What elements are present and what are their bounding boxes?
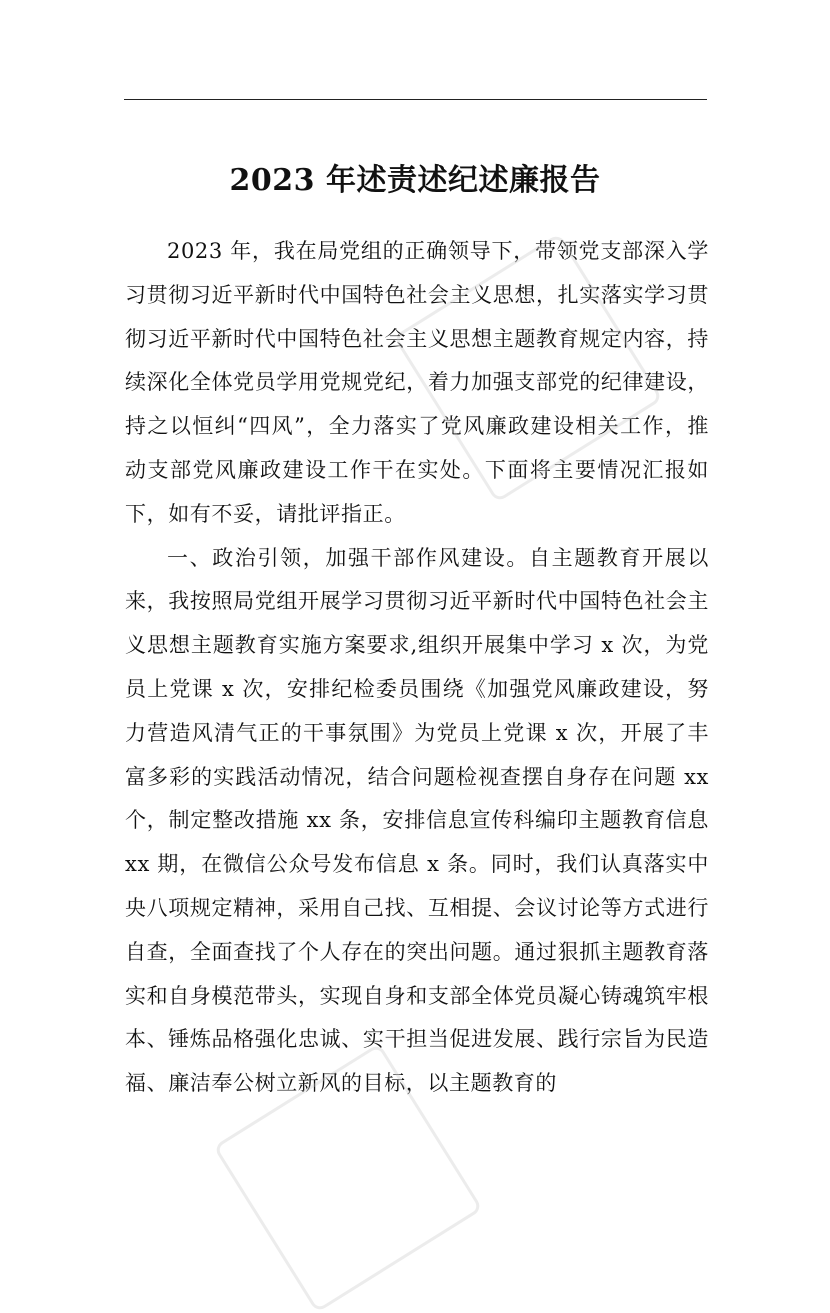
paragraph-section-1: 一、政治引领，加强干部作风建设。自主题教育开展以来，我按照局党组开展学习贯彻习近平新时代中国特色社会主义思想主题教育实施方案要求,组织开展集中学习 x 次，为党员上党课 x 次，安排纪检委员围绕《加强党风廉政建设，努力营造风清气正的干事氛围》为党员上党课 x 次，开展了丰富多彩的实践活动情况，结合问题检视查摆自身存在问题 xx 个，制定整改措施 xx 条，安排信息宣传科编印主题教育信息 xx 期，在微信公众号发布信息 x 条。同时，我们认真落实中央八项规定精神，采用自己找、互相提、会议讨论等方式进行自查，全面查找了个人存在的突出问题。通过狠抓主题教育落实和自身模范带头，实现自身和支部全体党员凝心铸魂筑牢根本、锤炼品格强化忠诚、实干担当促进发展、践行宗旨为民造福、廉洁奉公树立新风的目标，以主题教育的: [125, 545, 709, 1096]
document-title: 2023 年述责述纪述廉报告: [229, 163, 601, 198]
paragraph-intro: 2023 年，我在局党组的正确领导下，带领党支部深入学习贯彻习近平新时代中国特色社会主义思想，扎实落实学习贯彻习近平新时代中国特色社会主义思想主题教育规定内容，持续深化全体党员学用党规党纪，着力加强支部党的纪律建设，持之以恒纠“四风”，全力落实了党风廉政建设相关工作，推动支部党风廉政建设工作干在实处。下面将主要情况汇报如下，如有不妥，请批评指正。: [125, 239, 709, 526]
header-rule: [124, 99, 707, 100]
document-body: [125, 230, 709, 1106]
